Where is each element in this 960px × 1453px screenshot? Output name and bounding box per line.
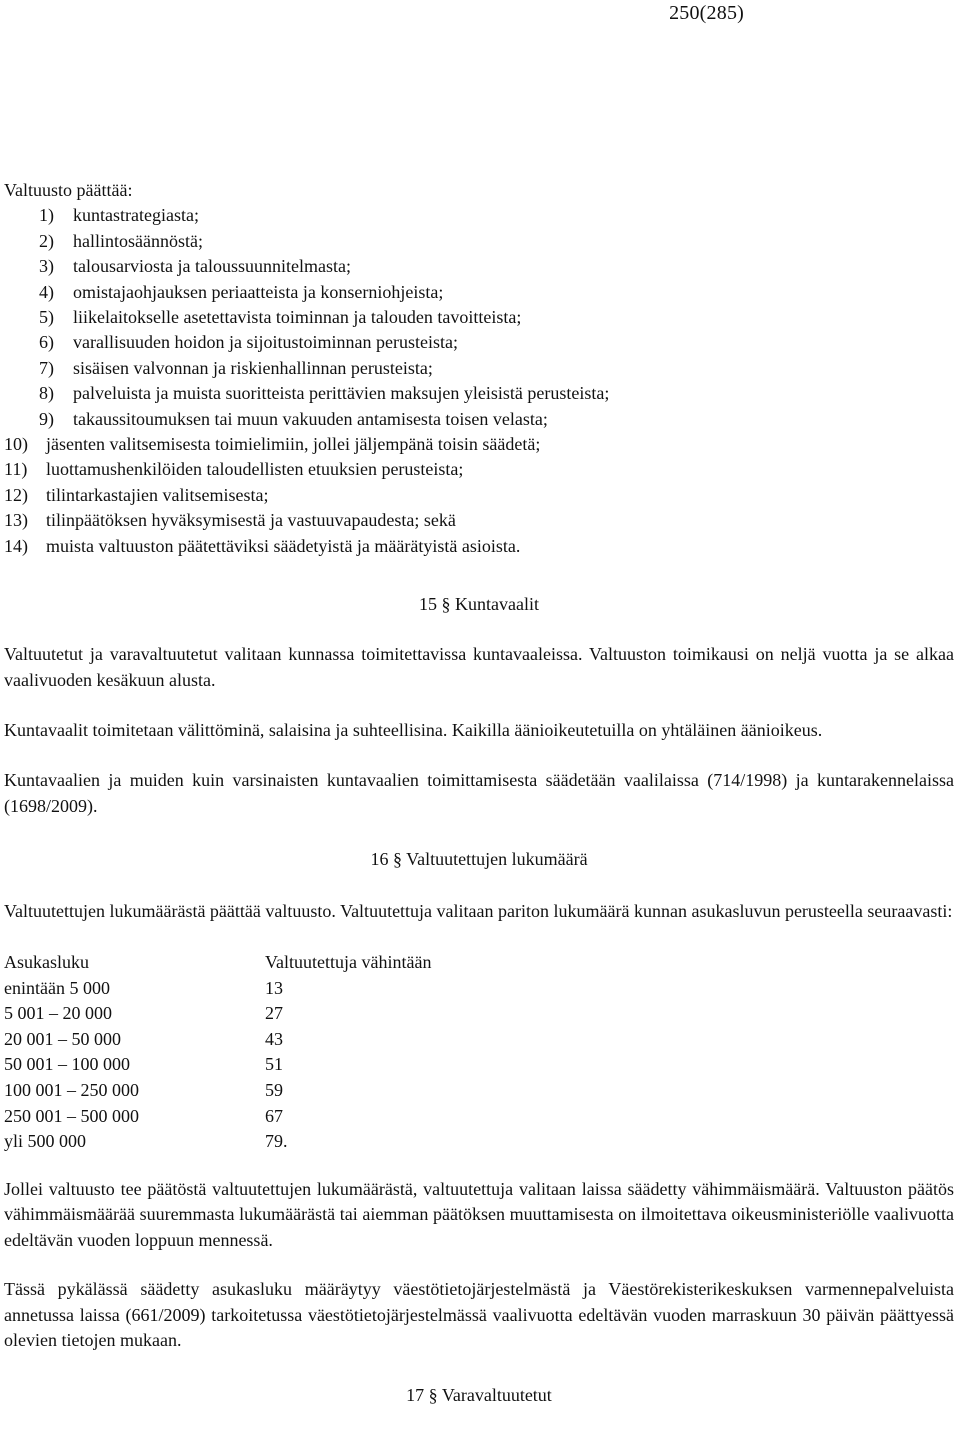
table-row bbox=[4, 976, 431, 1002]
section-15-title: 15 § Kuntavaalit bbox=[419, 594, 539, 615]
list-item-text: takaussitoumuksen tai muun vakuuden antamisesta toisen velasta; bbox=[73, 408, 548, 429]
section-15-paragraph-3: Kuntavaalien ja muiden kuin varsinaisten kuntavaalien toimittamisesta säädetään vaalilaissa (714/1998) ja kuntarakennelaissa (1698/2009). bbox=[4, 770, 954, 817]
section-16-paragraph-2: Jollei valtuusto tee päätöstä valtuutettujen lukumäärästä, valtuutettuja valitaan laissa säädetty vähimmäismäärä. Valtuuston päätös vähimmäismäärää suuremmasta lukumäärästä tai aiemman päätöksen muuttamisesta on ilmoitettava oikeusministeriölle vaalivuotta edeltävän vuoden loppuun mennessä. bbox=[4, 1178, 954, 1250]
list-item bbox=[4, 534, 954, 559]
section-15-paragraph-2: Kuntavaalit toimitetaan välittöminä, salaisina ja suhteellisina. Kaikilla äänioikeutetuilla on yhtäläinen äänioikeus. bbox=[4, 720, 823, 741]
table-cell: 13 bbox=[265, 977, 283, 998]
table-cell: 43 bbox=[265, 1028, 283, 1049]
document-body bbox=[4, 178, 954, 1408]
list-item-number: 1) bbox=[39, 205, 54, 226]
list-item-text: luottamushenkilöiden taloudellisten etuuksien perusteista; bbox=[46, 459, 464, 480]
list-item-number: 14) bbox=[4, 535, 28, 556]
list-item-number: 8) bbox=[39, 383, 54, 404]
list-item-number: 13) bbox=[4, 510, 28, 531]
list-item-text: tilinpäätöksen hyväksymisestä ja vastuuvapaudesta; sekä bbox=[46, 510, 456, 531]
list-item bbox=[4, 280, 954, 305]
table-cell: 79. bbox=[265, 1131, 288, 1152]
list-item-text: tilintarkastajien valitsemisesta; bbox=[46, 484, 269, 505]
list-item bbox=[4, 229, 954, 254]
list-item-text: talousarviosta ja taloussuunnitelmasta; bbox=[73, 256, 351, 277]
table-header-row bbox=[4, 950, 431, 976]
list-item bbox=[4, 330, 954, 355]
list-item-text: omistajaohjauksen periaatteista ja konserniohjeista; bbox=[73, 281, 444, 302]
table-cell: enintään 5 000 bbox=[4, 977, 110, 998]
list-item-number: 2) bbox=[39, 230, 54, 251]
list-item-number: 5) bbox=[39, 307, 54, 328]
list-item-text: kuntastrategiasta; bbox=[73, 205, 199, 226]
column-header-councillors: Valtuutettuja vähintään bbox=[265, 952, 432, 973]
table-cell: 5 001 – 20 000 bbox=[4, 1003, 112, 1024]
list-item bbox=[4, 457, 954, 482]
list-item-text: jäsenten valitsemisesta toimielimiin, jollei jäljempänä toisin säädetä; bbox=[46, 434, 541, 455]
list-item-number: 4) bbox=[39, 281, 54, 302]
list-item bbox=[4, 508, 954, 533]
list-item bbox=[4, 254, 954, 279]
council-size-table bbox=[4, 950, 431, 1155]
list-item-text: muista valtuuston päätettäviksi säädetyistä ja määrätyistä asioista. bbox=[46, 535, 521, 556]
list-item-number: 10) bbox=[4, 434, 28, 455]
list-item-text: hallintosäännöstä; bbox=[73, 230, 203, 251]
list-item bbox=[4, 203, 954, 228]
section-16-title: 16 § Valtuutettujen lukumäärä bbox=[370, 849, 588, 870]
table-row bbox=[4, 1052, 431, 1078]
list-item-text: liikelaitokselle asetettavista toiminnan ja talouden tavoitteista; bbox=[73, 307, 522, 328]
list-item-text: varallisuuden hoidon ja sijoitustoiminnan perusteista; bbox=[73, 332, 458, 353]
table-cell: 51 bbox=[265, 1054, 283, 1075]
table-cell: 250 001 – 500 000 bbox=[4, 1105, 139, 1126]
section-16-paragraph-1: Valtuutettujen lukumäärästä päättää valtuusto. Valtuutettuja valitaan pariton lukumäärä kunnan asukasluvun perusteella seuraavasti: bbox=[4, 901, 953, 922]
table-cell: 20 001 – 50 000 bbox=[4, 1028, 121, 1049]
list-item-text: sisäisen valvonnan ja riskienhallinnan perusteista; bbox=[73, 357, 433, 378]
table-cell: yli 500 000 bbox=[4, 1131, 87, 1152]
section-17-title: 17 § Varavaltuutetut bbox=[406, 1384, 552, 1405]
table-cell: 100 001 – 250 000 bbox=[4, 1080, 139, 1101]
table-cell: 67 bbox=[265, 1105, 283, 1126]
page-number: 250(285) bbox=[669, 2, 744, 24]
list-item-number: 6) bbox=[39, 332, 54, 353]
table-cell: 27 bbox=[265, 1003, 283, 1024]
table-cell: 50 001 – 100 000 bbox=[4, 1054, 130, 1075]
decisions-list bbox=[4, 203, 954, 559]
decisions-intro: Valtuusto päättää: bbox=[4, 180, 133, 200]
column-header-population: Asukasluku bbox=[4, 952, 89, 973]
list-item bbox=[4, 432, 954, 457]
table-row bbox=[4, 1078, 431, 1104]
table-row bbox=[4, 1104, 431, 1130]
table-cell: 59 bbox=[265, 1080, 283, 1101]
list-item-number: 7) bbox=[39, 357, 54, 378]
section-16-paragraph-3: Tässä pykälässä säädetty asukasluku määräytyy väestötietojärjestelmästä ja Väestörekisterikeskuksen varmennepalveluista annetussa laissa (661/2009) tarkoitetussa väestötietojärjestelmässä vaalivuotta edeltävän vuoden marraskuun 30 päivän päättyessä olevien tietojen mukaan. bbox=[4, 1279, 954, 1351]
list-item bbox=[4, 407, 954, 432]
table-row bbox=[4, 1129, 431, 1155]
list-item bbox=[4, 381, 954, 406]
table-row bbox=[4, 1027, 431, 1053]
section-15-paragraph-1: Valtuutetut ja varavaltuutetut valitaan kunnassa toimitettavissa kuntavaaleissa. Valtuuston toimikausi on neljä vuotta ja se alkaa vaalivuoden kesäkuun alusta. bbox=[4, 644, 954, 691]
list-item bbox=[4, 356, 954, 381]
list-item bbox=[4, 305, 954, 330]
table-row bbox=[4, 1001, 431, 1027]
list-item bbox=[4, 483, 954, 508]
list-item-number: 9) bbox=[39, 408, 54, 429]
list-item-number: 3) bbox=[39, 256, 54, 277]
list-item-number: 12) bbox=[4, 484, 28, 505]
list-item-number: 11) bbox=[4, 459, 28, 480]
list-item-text: palveluista ja muista suoritteista perittävien maksujen yleisistä perusteista; bbox=[73, 383, 610, 404]
